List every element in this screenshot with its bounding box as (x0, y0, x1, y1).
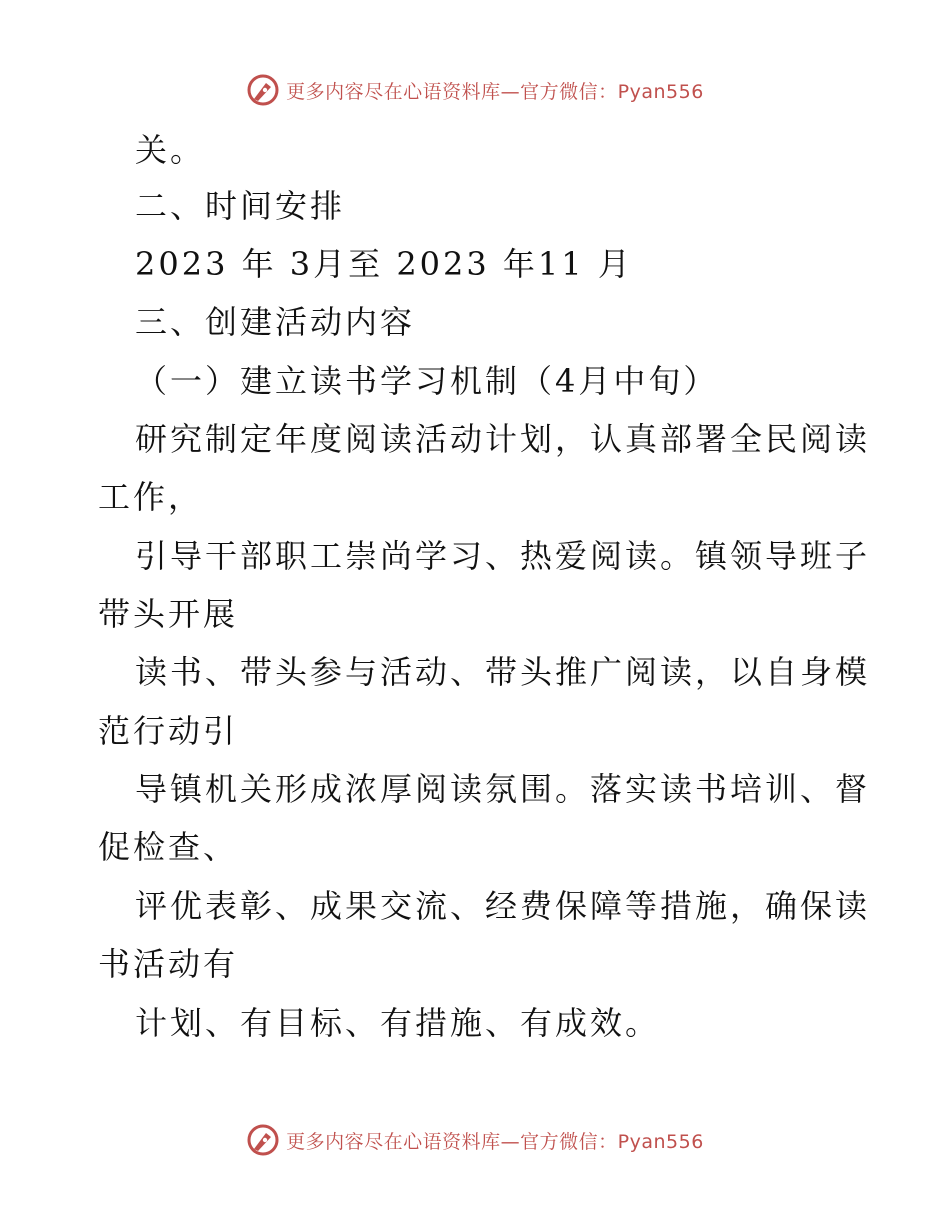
body-line: 计划、有目标、有措施、有成效。 (135, 1004, 661, 1042)
body-line: 书活动有 (98, 945, 239, 983)
body-line: 导镇机关形成浓厚阅读氛围。落实读书培训、督 (135, 770, 871, 808)
schedule-line: 2023 年 3月至 2023 年11 月 (135, 245, 633, 283)
subsection-heading: （一）建立读书学习机制（4月中旬） (135, 362, 719, 400)
body-line: 研究制定年度阅读活动计划，认真部署全民阅读 (135, 420, 871, 458)
section-heading: 三、创建活动内容 (135, 303, 416, 341)
footer-watermark (0, 1120, 950, 1160)
body-line: 关。 (135, 131, 206, 169)
header-watermark (0, 70, 950, 110)
watermark-text: 更多内容尽在心语资料库—官方微信：Pyan556 (286, 80, 704, 103)
body-line: 范行动引 (98, 712, 239, 750)
body-line: 评优表彰、成果交流、经费保障等措施，确保读 (135, 887, 871, 925)
body-line: 促检查、 (98, 828, 239, 866)
pen-nib-logo-icon (246, 1123, 280, 1157)
watermark-text: 更多内容尽在心语资料库—官方微信：Pyan556 (286, 1130, 704, 1153)
pen-nib-logo-icon (246, 73, 280, 107)
body-line: 工作， (98, 478, 204, 516)
body-line: 带头开展 (98, 595, 239, 633)
body-line: 读书、带头参与活动、带头推广阅读，以自身模 (135, 653, 871, 691)
body-line: 引导干部职工崇尚学习、热爱阅读。镇领导班子 (135, 537, 871, 575)
section-heading: 二、时间安排 (135, 187, 346, 225)
